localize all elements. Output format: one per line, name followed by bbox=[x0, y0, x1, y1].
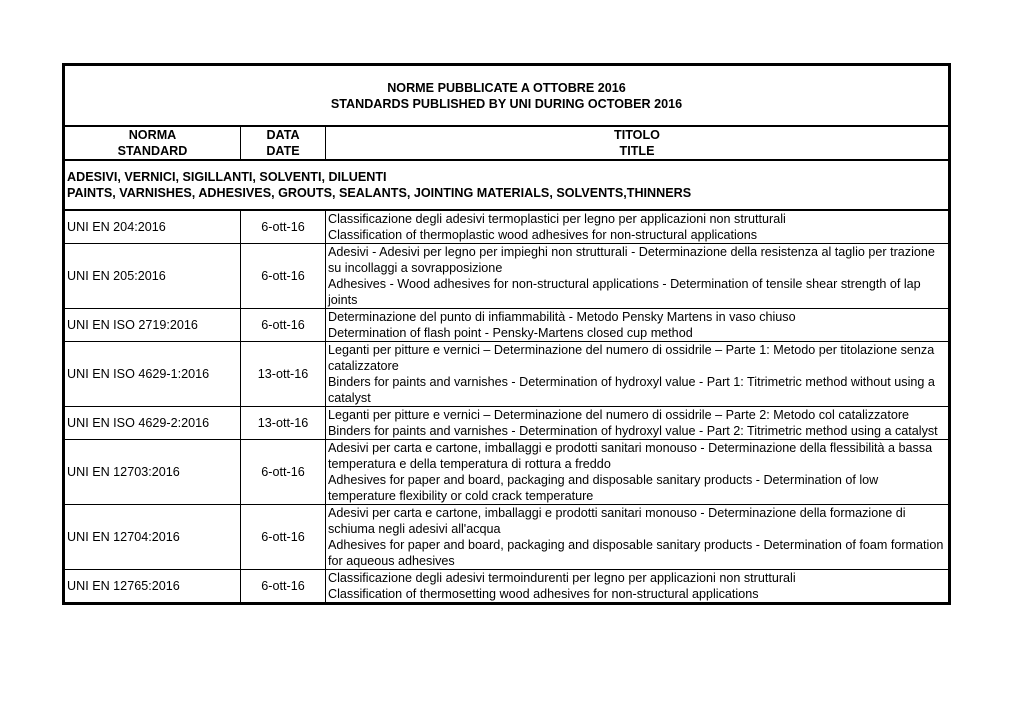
title-english: Determination of flash point - Pensky-Martens closed cup method bbox=[328, 326, 693, 340]
header-date-en: DATE bbox=[266, 144, 300, 158]
standard-code: UNI EN ISO 4629-1:2016 bbox=[65, 342, 241, 407]
standard-title bbox=[326, 342, 949, 407]
header-titolo: TITOLO bbox=[614, 128, 660, 142]
header-norma: NORMA bbox=[128, 128, 177, 142]
standard-code: UNI EN ISO 2719:2016 bbox=[65, 309, 241, 342]
table-row bbox=[65, 342, 949, 407]
publication-date: 13-ott-16 bbox=[241, 342, 326, 407]
standard-title bbox=[326, 570, 949, 603]
category-cell bbox=[65, 160, 949, 210]
standards-sheet bbox=[62, 63, 951, 605]
standards-table bbox=[64, 65, 949, 603]
title-italian: Classificazione degli adesivi termoplastici per legno per applicazioni non strutturali bbox=[328, 212, 786, 226]
table-row bbox=[65, 244, 949, 309]
title-italian: Adesivi per carta e cartone, imballaggi e prodotti sanitari monouso - Determinazione della flessibilità a bassa temperatura e della temperatura di rottura a freddo bbox=[328, 441, 933, 471]
category-row bbox=[65, 160, 949, 210]
table-row bbox=[65, 309, 949, 342]
title-english: Classification of thermosetting wood adhesives for non-structural applications bbox=[328, 587, 759, 601]
table-title bbox=[65, 66, 949, 127]
title-it: NORME PUBBLICATE A OTTOBRE 2016 bbox=[387, 80, 626, 95]
title-italian: Adesivi per carta e cartone, imballaggi e prodotti sanitari monouso - Determinazione della formazione di schiuma negli adesivi all'acqua bbox=[328, 506, 906, 536]
publication-date: 13-ott-16 bbox=[241, 407, 326, 440]
title-english: Adhesives - Wood adhesives for non-structural applications - Determination of tensile shear strength of lap joints bbox=[328, 277, 921, 307]
category-en: PAINTS, VARNISHES, ADHESIVES, GROUTS, SEALANTS, JOINTING MATERIALS, SOLVENTS,THINNERS bbox=[67, 186, 692, 200]
publication-date: 6-ott-16 bbox=[241, 244, 326, 309]
title-en: STANDARDS PUBLISHED BY UNI DURING OCTOBER 2016 bbox=[330, 96, 683, 111]
header-title bbox=[326, 126, 949, 160]
header-standard bbox=[65, 126, 241, 160]
title-english: Binders for paints and varnishes - Determination of hydroxyl value - Part 1: Titrimetric method without using a catalyst bbox=[328, 375, 935, 405]
title-italian: Leganti per pitture e vernici – Determinazione del numero di ossidrile – Parte 2: Metodo col catalizzatore bbox=[328, 408, 910, 422]
table-row bbox=[65, 570, 949, 603]
standard-title bbox=[326, 505, 949, 570]
standard-code: UNI EN 12765:2016 bbox=[65, 570, 241, 603]
standard-title bbox=[326, 210, 949, 244]
standard-code: UNI EN 12704:2016 bbox=[65, 505, 241, 570]
title-english: Adhesives for paper and board, packaging and disposable sanitary products - Determination of low temperature flexibility or cold crack temperature bbox=[328, 473, 879, 503]
table-row bbox=[65, 440, 949, 505]
header-data: DATA bbox=[266, 128, 300, 142]
header-standard-en: STANDARD bbox=[117, 144, 188, 158]
table-row bbox=[65, 210, 949, 244]
title-english: Adhesives for paper and board, packaging and disposable sanitary products - Determination of foam formation for aqueous adhesives bbox=[328, 538, 944, 568]
category-it: ADESIVI, VERNICI, SIGILLANTI, SOLVENTI, DILUENTI bbox=[67, 170, 387, 184]
publication-date: 6-ott-16 bbox=[241, 505, 326, 570]
standard-title bbox=[326, 244, 949, 309]
standard-title bbox=[326, 309, 949, 342]
header-date bbox=[241, 126, 326, 160]
title-row bbox=[65, 66, 949, 127]
standard-code: UNI EN 205:2016 bbox=[65, 244, 241, 309]
title-italian: Leganti per pitture e vernici – Determinazione del numero di ossidrile – Parte 1: Metodo per titolazione senza catalizzatore bbox=[328, 343, 935, 373]
header-title-en: TITLE bbox=[619, 144, 655, 158]
standard-title bbox=[326, 440, 949, 505]
header-row bbox=[65, 126, 949, 160]
table-row bbox=[65, 407, 949, 440]
table-row bbox=[65, 505, 949, 570]
title-italian: Classificazione degli adesivi termoindurenti per legno per applicazioni non strutturali bbox=[328, 571, 796, 585]
publication-date: 6-ott-16 bbox=[241, 440, 326, 505]
publication-date: 6-ott-16 bbox=[241, 210, 326, 244]
standard-code: UNI EN 204:2016 bbox=[65, 210, 241, 244]
standard-title bbox=[326, 407, 949, 440]
standard-code: UNI EN 12703:2016 bbox=[65, 440, 241, 505]
title-english: Classification of thermoplastic wood adhesives for non-structural applications bbox=[328, 228, 758, 242]
publication-date: 6-ott-16 bbox=[241, 309, 326, 342]
title-italian: Adesivi - Adesivi per legno per impieghi non strutturali - Determinazione della resistenza al taglio per trazione su incollaggi a sovrapposizione bbox=[328, 245, 935, 275]
standard-code: UNI EN ISO 4629-2:2016 bbox=[65, 407, 241, 440]
title-italian: Determinazione del punto di infiammabilità - Metodo Pensky Martens in vaso chiuso bbox=[328, 310, 796, 324]
title-english: Binders for paints and varnishes - Determination of hydroxyl value - Part 2: Titrimetric method using a catalyst bbox=[328, 424, 938, 438]
publication-date: 6-ott-16 bbox=[241, 570, 326, 603]
